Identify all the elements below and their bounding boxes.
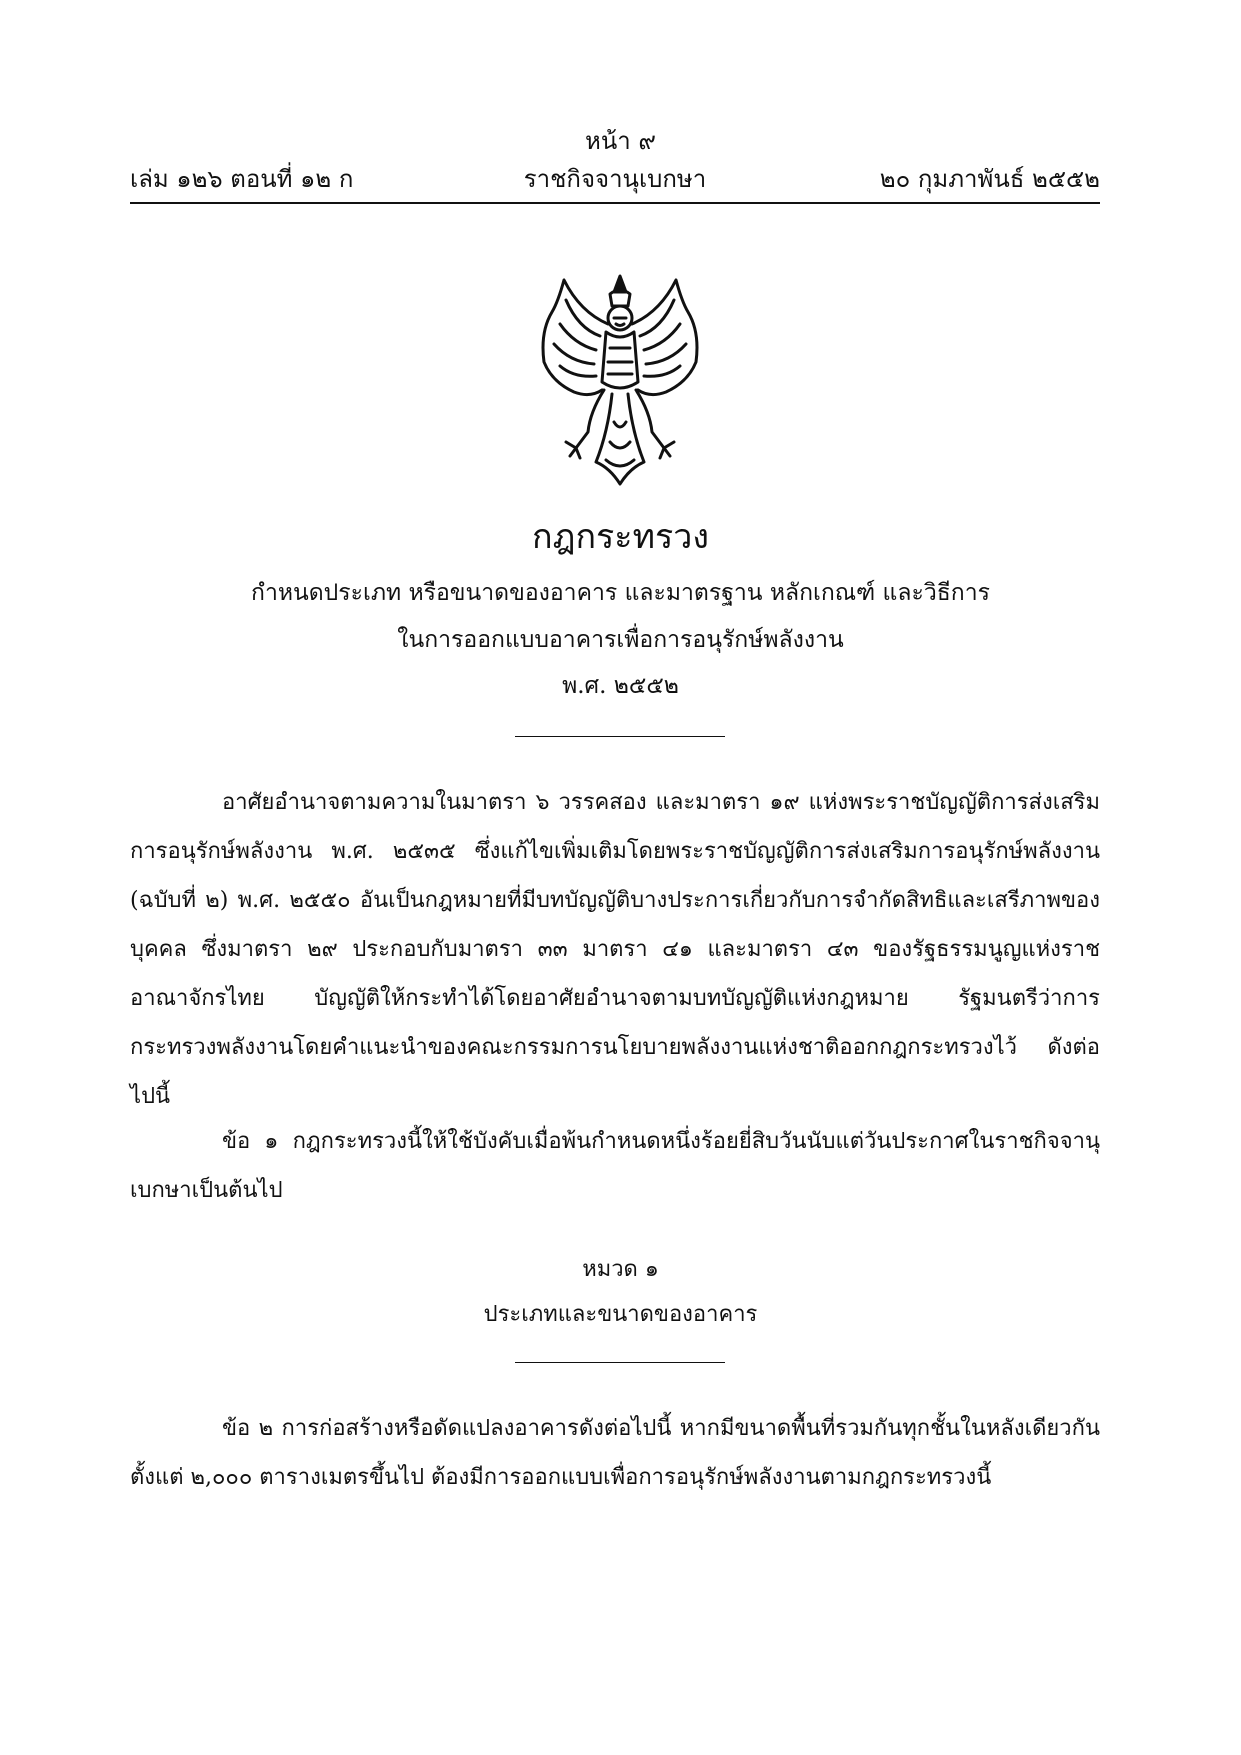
publication-date: ๒๐ กุมภาพันธ์ ๒๕๕๒: [879, 165, 1100, 193]
document-subtitle-line1: กำหนดประเภท หรือขนาดของอาคาร และมาตรฐาน หลักเกณฑ์ และวิธีการ: [251, 580, 990, 606]
clause-1-paragraph: ข้อ ๑ กฎกระทรวงนี้ให้ใช้บังคับเมื่อพ้นกำหนดหนึ่งร้อยยี่สิบวันนับแต่วันประกาศในราชกิจจานุเบกษาเป็นต้นไป: [130, 1129, 1100, 1203]
header-divider: [130, 202, 1100, 204]
garuda-emblem-icon: [530, 272, 710, 490]
document-year: พ.ศ. ๒๕๕๒: [562, 673, 679, 699]
publication-name: ราชกิจจานุเบกษา: [523, 165, 707, 193]
chapter-divider: [515, 1362, 725, 1363]
preamble-paragraph: อาศัยอำนาจตามความในมาตรา ๖ วรรคสอง และมาตรา ๑๙ แห่งพระราชบัญญัติการส่งเสริมการอนุรักษ์พลังงาน พ.ศ. ๒๕๓๕ ซึ่งแก้ไขเพิ่มเติมโดยพระราชบัญญัติการส่งเสริมการอนุรักษ์พลังงาน (ฉบับที่ ๒) พ.ศ. ๒๕๕๐ อันเป็นกฎหมายที่มีบทบัญญัติบางประการเกี่ยวกับการจำกัดสิทธิและเสรีภาพของบุคคล ซึ่งมาตรา ๒๙ ประกอบกับมาตรา ๓๓ มาตรา ๔๑ และมาตรา ๔๓ ของรัฐธรรมนูญแห่งราชอาณาจักรไทย บัญญัติให้กระทำได้โดยอาศัยอำนาจตามบทบัญญัติแห่งกฎหมาย รัฐมนตรีว่าการกระทรวงพลังงานโดยคำแนะนำของคณะกรรมการนโยบายพลังงานแห่งชาติออกกฎกระทรวงไว้ ดังต่อไปนี้: [130, 790, 1100, 1109]
clause-2-paragraph: ข้อ ๒ การก่อสร้างหรือดัดแปลงอาคารดังต่อไปนี้ หากมีขนาดพื้นที่รวมกันทุกชั้นในหลังเดียวกันตั้งแต่ ๒,๐๐๐ ตารางเมตรขึ้นไป ต้องมีการออกแบบเพื่อการอนุรักษ์พลังงานตามกฎกระทรวงนี้: [130, 1416, 1100, 1490]
document-subtitle-line2: ในการออกแบบอาคารเพื่อการอนุรักษ์พลังงาน: [397, 627, 844, 653]
chapter-title: ประเภทและขนาดของอาคาร: [483, 1302, 758, 1327]
page-number: หน้า ๙: [585, 127, 656, 155]
chapter-number: หมวด ๑: [582, 1257, 659, 1282]
title-divider: [515, 736, 725, 737]
volume-issue: เล่ม ๑๒๖ ตอนที่ ๑๒ ก: [130, 165, 354, 193]
document-title: กฎกระทรวง: [532, 517, 709, 557]
